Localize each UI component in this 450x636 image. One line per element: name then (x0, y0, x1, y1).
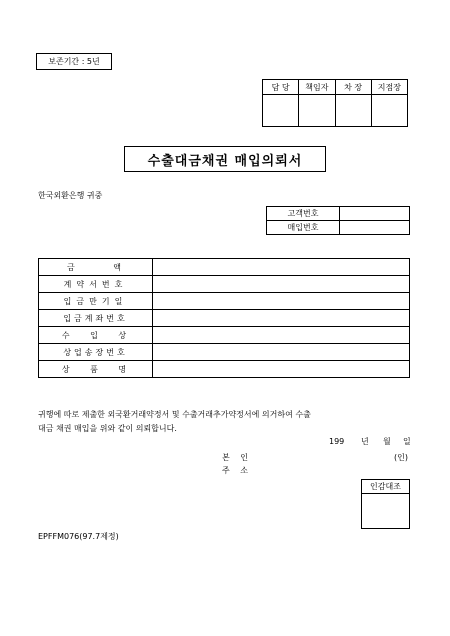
approval-header-staff: 담 당 (263, 80, 299, 95)
deposit-due-date-field[interactable] (153, 293, 410, 310)
deposit-account-label: 입금계좌번호 (39, 310, 153, 327)
contract-number-field[interactable] (153, 276, 410, 293)
request-text-line1: 귀행에 따로 제출한 외국환거래약정서 및 수출거래추가약정서에 의거하여 수출 (38, 410, 311, 419)
approval-sign-staff[interactable] (263, 95, 299, 127)
principal-label: 본 인 (222, 453, 248, 462)
deposit-account-field[interactable] (153, 310, 410, 327)
customer-number-field[interactable] (340, 207, 410, 221)
approval-header-manager: 책임자 (299, 80, 335, 95)
invoice-number-label: 상업송장번호 (39, 344, 153, 361)
importer-label: 수 입 상 (39, 327, 153, 344)
approval-sign-manager[interactable] (299, 95, 335, 127)
addressee: 한국외환은행 귀중 (38, 191, 103, 200)
form-code: EPFFM076(97.7제정) (38, 532, 119, 541)
purchase-number-label: 매입번호 (267, 221, 340, 235)
address-label: 주 소 (222, 466, 248, 475)
product-name-label: 상 품 명 (39, 361, 153, 378)
seal-check-box (361, 479, 410, 529)
amount-field[interactable] (153, 259, 410, 276)
request-text-line2: 대금 채권 매입을 위와 같이 의뢰합니다. (38, 424, 177, 433)
deposit-due-date-label: 입금만기일 (39, 293, 153, 310)
seal-check-label: 인감대조 (362, 480, 410, 494)
amount-label: 금 액 (39, 259, 153, 276)
product-name-field[interactable] (153, 361, 410, 378)
date-month-unit: 월 (383, 437, 391, 446)
approval-header-branch-chief: 지점장 (371, 80, 407, 95)
retention-period-box: 보존기간 : 5년 (36, 53, 112, 70)
invoice-number-field[interactable] (153, 344, 410, 361)
form-title: 수출대금채권 매입의뢰서 (124, 146, 326, 172)
approval-sign-branch-chief[interactable] (371, 95, 407, 127)
customer-number-label: 고객번호 (267, 207, 340, 221)
importer-field[interactable] (153, 327, 410, 344)
contract-number-label: 계약서번호 (39, 276, 153, 293)
seal-check-area[interactable] (362, 494, 410, 529)
purchase-number-field[interactable] (340, 221, 410, 235)
date-year-unit: 년 (361, 437, 369, 446)
approval-sign-deputy[interactable] (335, 95, 371, 127)
main-fields-table (38, 258, 410, 378)
date-day-unit: 일 (403, 437, 411, 446)
approval-header-deputy: 차 장 (335, 80, 371, 95)
approval-table (262, 79, 408, 127)
seal-mark: (인) (394, 453, 408, 462)
id-table (266, 206, 410, 235)
date-year[interactable]: 199 (329, 437, 345, 446)
